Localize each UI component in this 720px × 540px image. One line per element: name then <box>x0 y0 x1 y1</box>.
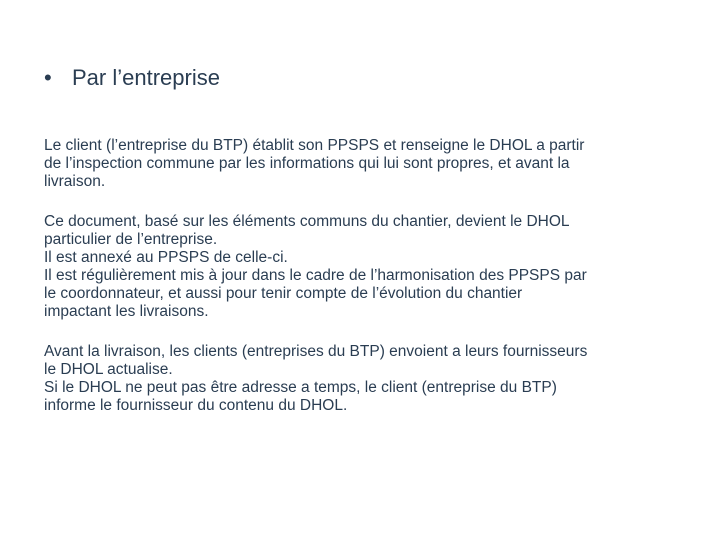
paragraph-line: impactant les livraisons. <box>44 303 209 320</box>
paragraph-line: Le client (l’entreprise du BTP) établit son PPSPS et renseigne le DHOL a partir <box>44 137 585 154</box>
paragraph-line: de l’inspection commune par les informations qui lui sont propres, et avant la <box>44 155 570 172</box>
paragraph-2 <box>44 213 684 321</box>
bullet-heading <box>44 64 220 92</box>
heading-text: Par l’entreprise <box>72 65 220 90</box>
paragraph-line: Ce document, basé sur les éléments communs du chantier, devient le DHOL <box>44 213 570 230</box>
paragraph-line: Il est annexé au PPSPS de celle-ci. <box>44 249 288 266</box>
paragraph-line: Avant la livraison, les clients (entreprises du BTP) envoient a leurs fournisseurs <box>44 343 588 360</box>
paragraph-line: le coordonnateur, et aussi pour tenir compte de l’évolution du chantier <box>44 285 523 302</box>
body-text <box>44 137 684 437</box>
bullet-dot: • <box>44 65 52 90</box>
paragraph-line: livraison. <box>44 173 106 190</box>
paragraph-line: informe le fournisseur du contenu du DHOL. <box>44 397 348 414</box>
paragraph-3 <box>44 343 684 415</box>
paragraph-line: particulier de l’entreprise. <box>44 231 218 248</box>
paragraph-line: Il est régulièrement mis à jour dans le cadre de l’harmonisation des PPSPS par <box>44 267 587 284</box>
paragraph-line: Si le DHOL ne peut pas être adresse a temps, le client (entreprise du BTP) <box>44 379 557 396</box>
paragraph-line: le DHOL actualise. <box>44 361 173 378</box>
paragraph-1 <box>44 137 684 191</box>
